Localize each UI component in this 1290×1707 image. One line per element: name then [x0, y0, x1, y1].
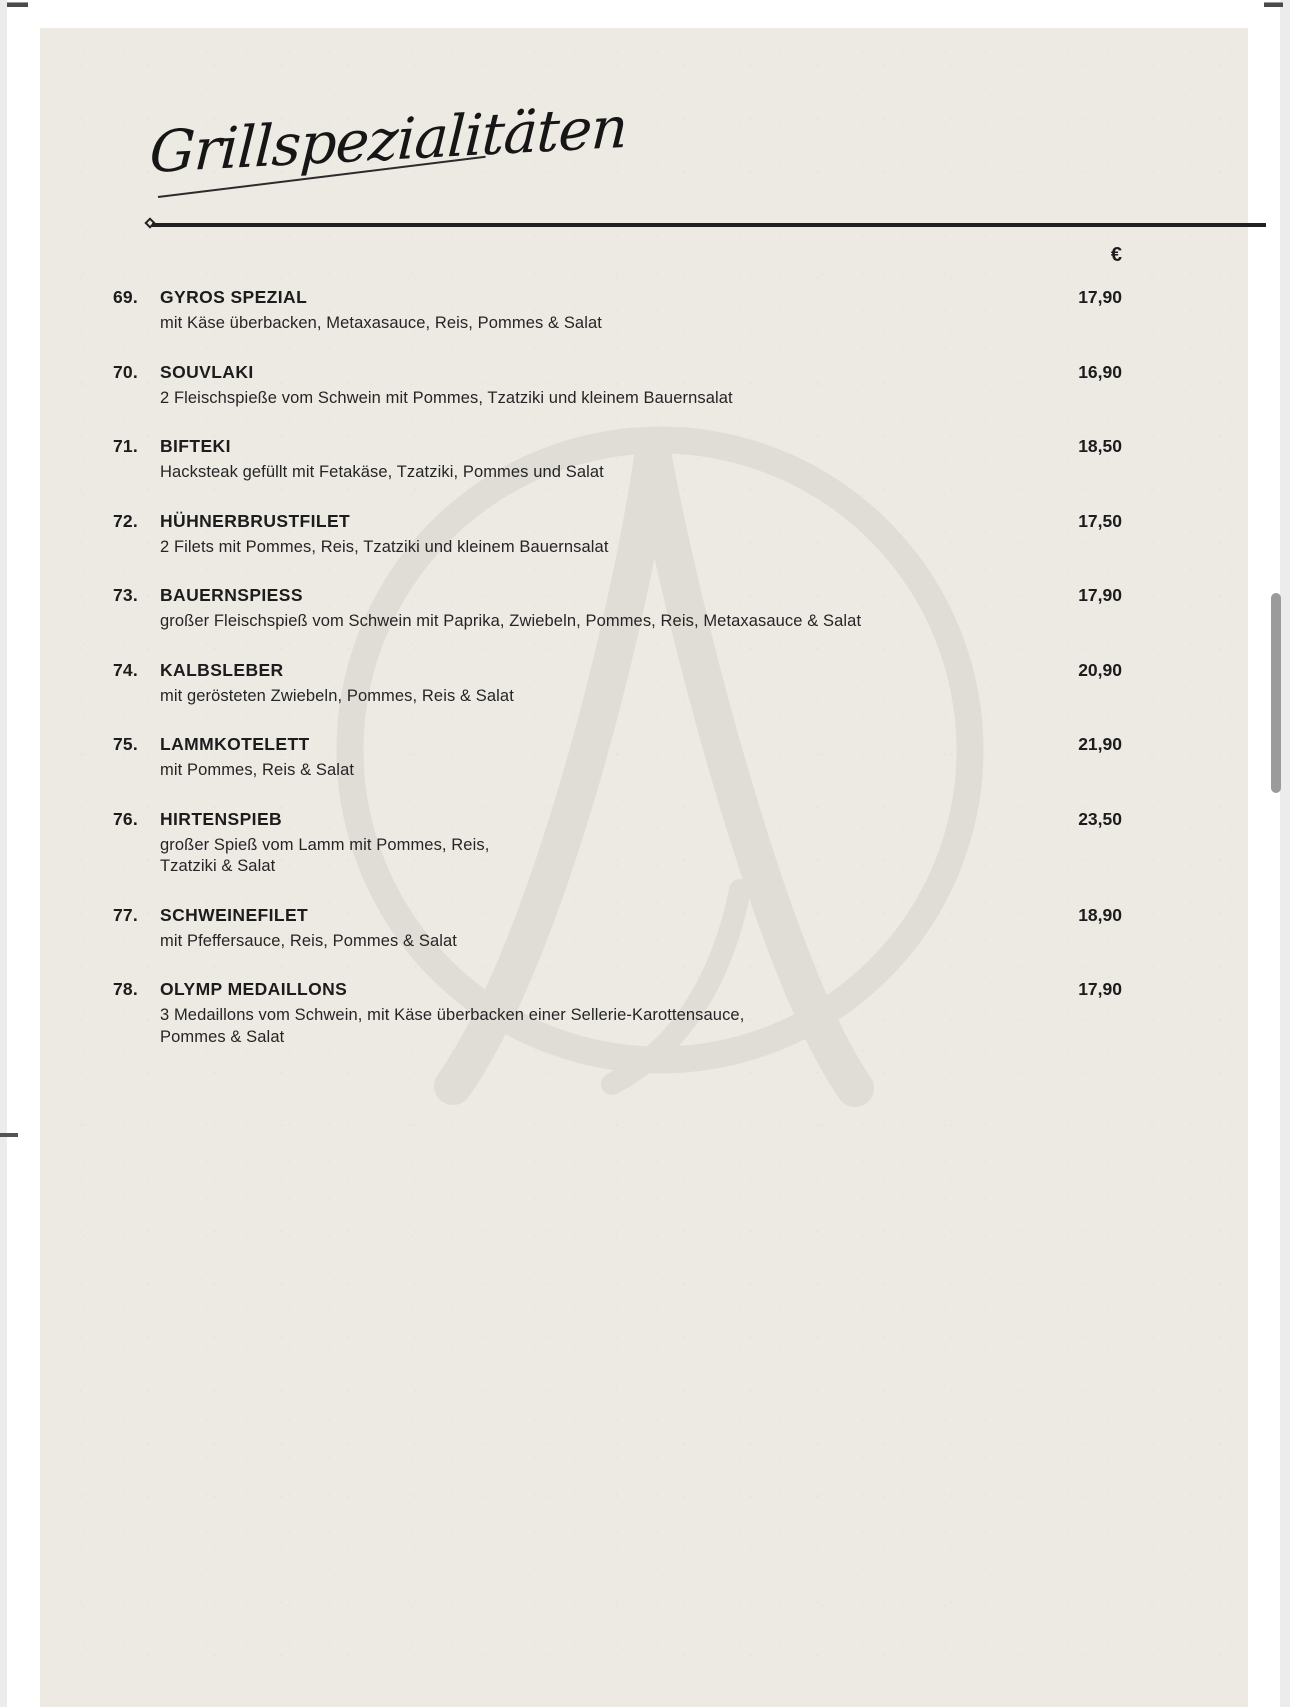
item-name: HIRTENSPIEB [160, 808, 283, 829]
item-number: 73. [113, 585, 138, 605]
previous-page-edge-mark-left [7, 2, 28, 7]
item-desc-line: mit Pfeffersauce, Reis, Pommes & Salat [160, 931, 457, 950]
menu-item-row [113, 809, 1122, 878]
item-desc-line: 2 Filets mit Pommes, Reis, Tzatziki und kleinem Bauernsalat [160, 537, 609, 556]
page-edge-mark-left [0, 1133, 18, 1137]
item-desc-line: Tzatziki & Salat [160, 857, 276, 875]
item-number: 72. [113, 510, 138, 531]
item-desc [160, 1005, 1062, 1048]
item-price: 20,90 [1078, 659, 1122, 680]
title-divider-rule [152, 223, 1266, 227]
item-name: HÜHNERBRUSTFILET [160, 510, 351, 531]
menu-item-row [113, 287, 1122, 335]
menu-list [113, 287, 1122, 1075]
item-desc-line: großer Fleischspieß vom Schwein mit Paprika, Zwiebeln, Pommes, Reis, Metaxasauce & Salat [160, 612, 862, 630]
item-main [160, 585, 1062, 633]
item-number: 70. [113, 361, 138, 382]
item-main [160, 362, 1062, 410]
scrollbar-track[interactable] [1280, 0, 1290, 1707]
currency-column-header: € [1110, 244, 1122, 266]
previous-page-edge-mark-right [1264, 2, 1283, 7]
item-name: GYROS SPEZIAL [160, 287, 308, 307]
item-main [160, 734, 1062, 782]
item-desc-line: 3 Medaillons vom Schwein, mit Käse überbacken einer Sellerie-Karottensauce, [160, 1006, 745, 1024]
item-price: 23,50 [1078, 808, 1122, 829]
item-main [160, 979, 1062, 1048]
item-main [160, 660, 1062, 708]
item-number: 74. [113, 659, 138, 680]
item-price: 17,50 [1078, 510, 1122, 531]
item-desc [160, 313, 1062, 335]
item-price: 21,90 [1078, 734, 1122, 754]
item-number: 78. [113, 979, 138, 999]
item-main [160, 287, 1062, 335]
menu-item-row [113, 436, 1122, 484]
item-price: 18,90 [1078, 904, 1122, 925]
menu-item-row [113, 979, 1122, 1048]
item-name: BAUERNSPIESS [160, 585, 303, 605]
item-number: 71. [113, 436, 138, 456]
item-number: 77. [113, 904, 138, 925]
scrollbar-thumb[interactable] [1271, 593, 1281, 793]
item-desc-line: Hacksteak gefüllt mit Fetakäse, Tzatziki, Pommes und Salat [160, 463, 604, 481]
item-desc [160, 931, 1062, 953]
item-desc [160, 462, 1062, 484]
item-desc-line: mit gerösteten Zwiebeln, Pommes, Reis & Salat [160, 686, 514, 705]
menu-page [40, 28, 1248, 1707]
menu-item-row [113, 734, 1122, 782]
item-desc-line: Pommes & Salat [160, 1027, 285, 1046]
item-desc-line: mit Pommes, Reis & Salat [160, 761, 355, 779]
item-number: 69. [113, 287, 138, 307]
item-price: 18,50 [1078, 436, 1122, 456]
item-desc [160, 835, 1062, 878]
item-price: 17,90 [1078, 979, 1122, 999]
item-desc-line: mit Käse überbacken, Metaxasauce, Reis, Pommes & Salat [160, 314, 602, 332]
item-name: LAMMKOTELETT [160, 734, 310, 754]
item-number: 75. [113, 734, 138, 754]
menu-item-row [113, 362, 1122, 410]
section-title: Grillspezialitäten [148, 94, 629, 186]
item-main [160, 511, 1062, 559]
item-name: SOUVLAKI [160, 361, 254, 382]
menu-item-row [113, 660, 1122, 708]
item-price: 16,90 [1078, 361, 1122, 382]
item-price: 17,90 [1078, 287, 1122, 307]
item-main [160, 905, 1062, 953]
menu-item-row [113, 511, 1122, 559]
item-desc [160, 686, 1062, 708]
viewer-left-edge [0, 0, 7, 1707]
item-desc [160, 611, 1062, 633]
item-desc [160, 760, 1062, 782]
item-name: KALBSLEBER [160, 659, 284, 680]
item-main [160, 809, 1062, 878]
menu-item-row [113, 905, 1122, 953]
menu-item-row [113, 585, 1122, 633]
item-name: BIFTEKI [160, 436, 231, 456]
item-desc-line: 2 Fleischspieße vom Schwein mit Pommes, Tzatziki und kleinem Bauernsalat [160, 388, 733, 407]
item-name: SCHWEINEFILET [160, 904, 309, 925]
item-desc [160, 537, 1062, 559]
item-name: OLYMP MEDAILLONS [160, 979, 348, 999]
item-number: 76. [113, 808, 138, 829]
item-main [160, 436, 1062, 484]
item-desc [160, 388, 1062, 410]
item-price: 17,90 [1078, 585, 1122, 605]
item-desc-line: großer Spieß vom Lamm mit Pommes, Reis, [160, 835, 490, 854]
